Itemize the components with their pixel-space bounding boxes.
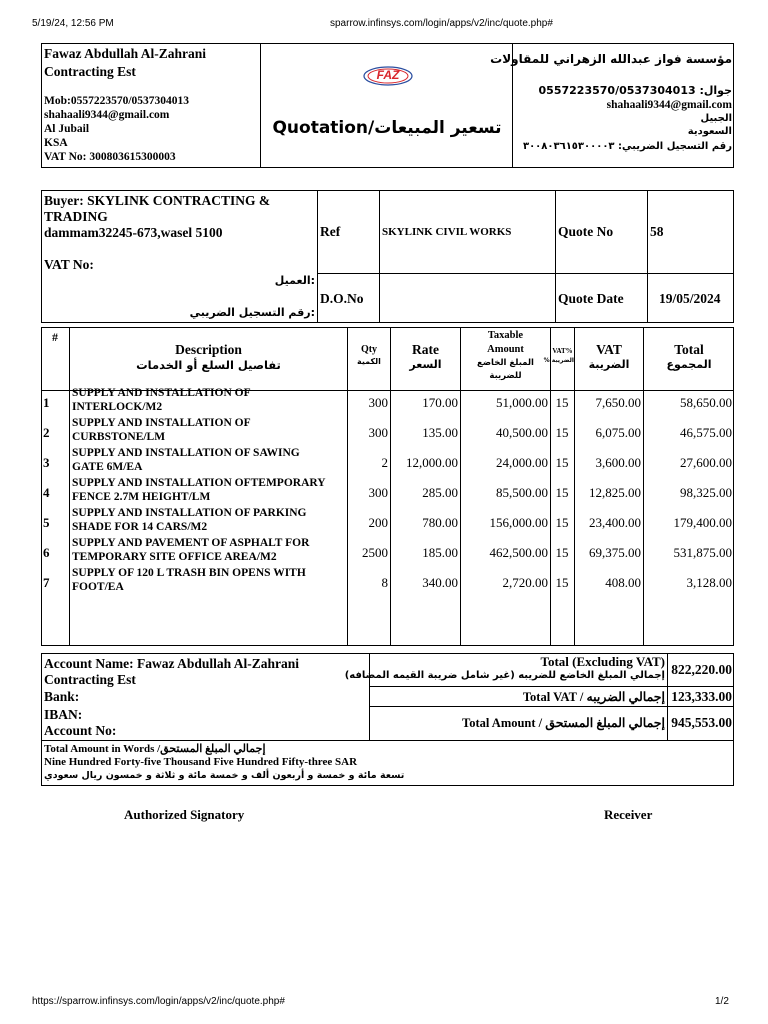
total-excl-vat-label: Total (Excluding VAT): [540, 654, 665, 669]
logo-text: FAZ: [376, 68, 400, 82]
print-footer-url: https://sparrow.infinsys.com/login/apps/v2/inc/quote.php#: [32, 996, 285, 1007]
quote-no-label: Quote No: [558, 224, 614, 239]
cell-num: 7: [43, 575, 50, 590]
total-amount-label: Total Amount / إجمالي المبلغ المستحق: [462, 716, 665, 730]
header-description-ar: تفاصيل السلع أو الخدمات: [136, 358, 281, 372]
document-title: Quotation/تسعير المبيعات: [272, 118, 502, 138]
cell-total: 179,400.00: [673, 515, 732, 530]
quote-no-value: 58: [650, 224, 664, 239]
cell-description-line1: SUPPLY AND INSTALLATION OFTEMPORARY: [72, 477, 326, 489]
do-no-label: D.O.No: [320, 291, 364, 306]
cell-description-line1: SUPPLY AND INSTALLATION OF SAWING: [72, 447, 300, 459]
header-num: #: [52, 330, 58, 344]
cell-description-line1: SUPPLY AND PAVEMENT OF ASPHALT FOR: [72, 537, 310, 549]
print-url-title: sparrow.infinsys.com/login/apps/v2/inc/quote.php#: [330, 18, 553, 29]
cell-num: 6: [43, 545, 50, 560]
company-country-ar: السعودية: [687, 126, 732, 137]
cell-vat: 12,825.00: [589, 485, 641, 500]
header-taxable-line2: Amount: [487, 344, 524, 355]
header-vat: VAT: [596, 342, 622, 357]
total-excl-vat-value: 822,220.00: [671, 662, 732, 677]
cell-total: 58,650.00: [680, 395, 732, 410]
cell-qty: 300: [368, 395, 388, 410]
cell-description-line2: GATE 6M/EA: [72, 461, 143, 473]
cell-description-line1: SUPPLY OF 120 L TRASH BIN OPENS WITH: [72, 567, 306, 579]
receiver-signature: Receiver: [604, 807, 653, 822]
cell-vat-percent: 15: [555, 425, 569, 440]
cell-description-line2: FENCE 2.7M HEIGHT/LM: [72, 491, 211, 503]
cell-qty: 200: [368, 515, 388, 530]
cell-vat: 7,650.00: [595, 395, 641, 410]
cell-rate: 285.00: [422, 485, 458, 500]
company-vat-ar: رقم التسجيل الضريبي: ٣٠٠٨٠٣٦١٥٣٠٠٠٠٣: [522, 141, 732, 152]
cell-qty: 300: [368, 485, 388, 500]
cell-qty: 8: [381, 575, 388, 590]
cell-rate: 12,000.00: [406, 455, 458, 470]
company-logo: [362, 64, 414, 88]
cell-taxable: 51,000.00: [496, 395, 548, 410]
company-email-ar: shahaali9344@gmail.com: [606, 99, 732, 111]
header-vat-ar: الضريبة: [588, 358, 630, 371]
amount-in-words-en: Nine Hundred Forty-five Thousand Five Hundred Fifty-three SAR: [44, 756, 358, 768]
quote-date-label: Quote Date: [558, 291, 624, 306]
cell-vat: 408.00: [605, 575, 641, 590]
buyer-vat-label: VAT No:: [44, 257, 94, 272]
ref-value: SKYLINK CIVIL WORKS: [382, 226, 512, 238]
cell-total: 98,325.00: [680, 485, 732, 500]
header-taxable-line1: Taxable: [487, 330, 524, 341]
company-mobile: Mob:0557223570/0537304013: [44, 95, 190, 107]
cell-num: 5: [43, 515, 50, 530]
cell-total: 3,128.00: [686, 575, 732, 590]
cell-qty: 2: [381, 455, 388, 470]
ref-label: Ref: [320, 224, 341, 239]
account-name-line1: Account Name: Fawaz Abdullah Al-Zahrani: [44, 656, 300, 671]
buyer-address: dammam32245-673,wasel 5100: [44, 225, 223, 240]
cell-rate: 185.00: [422, 545, 458, 560]
authorized-signatory: Authorized Signatory: [124, 807, 245, 822]
header-qty-ar: الكمية: [357, 357, 381, 366]
cell-taxable: 24,000.00: [496, 455, 548, 470]
buyer-vat-ar: :رقم التسجيل الضريبي: [189, 306, 315, 319]
header-vat-percent-ar: الضريبة %: [543, 357, 574, 364]
cell-num: 4: [43, 485, 50, 500]
cell-num: 2: [43, 425, 50, 440]
company-name-ar: مؤسسة فواز عبدالله الزهراني للمقاولات: [490, 52, 732, 66]
header-total-ar: المجموع: [666, 358, 712, 371]
cell-description-line2: FOOT/EA: [72, 581, 124, 593]
cell-description-line2: TEMPORARY SITE OFFICE AREA/M2: [72, 551, 277, 563]
cell-vat-percent: 15: [555, 485, 569, 500]
cell-qty: 300: [368, 425, 388, 440]
cell-qty: 2500: [362, 545, 388, 560]
account-iban: IBAN:: [44, 707, 83, 722]
company-name-line1: Fawaz Abdullah Al-Zahrani: [44, 46, 207, 61]
cell-total: 46,575.00: [680, 425, 732, 440]
cell-description-line1: SUPPLY AND INSTALLATION OF: [72, 387, 251, 399]
cell-taxable: 85,500.00: [496, 485, 548, 500]
header-taxable-ar1: المبلغ الخاضع: [477, 358, 534, 368]
cell-taxable: 2,720.00: [502, 575, 548, 590]
total-excl-vat-label-ar: إجمالي المبلغ الخاضع للضريبه (غير شامل ضريبة القيمه المضافه): [344, 670, 665, 681]
header-vat-percent: VAT%: [552, 347, 573, 355]
cell-taxable: 156,000.00: [489, 515, 548, 530]
cell-taxable: 462,500.00: [489, 545, 548, 560]
account-name-line2: Contracting Est: [44, 672, 136, 687]
cell-vat-percent: 15: [555, 545, 569, 560]
cell-num: 1: [43, 395, 50, 410]
header-description: Description: [175, 342, 242, 357]
cell-vat-percent: 15: [555, 575, 569, 590]
buyer-customer-ar: :العميل: [274, 274, 315, 287]
company-vat: VAT No: 300803615300003: [44, 151, 176, 163]
cell-vat: 3,600.00: [595, 455, 641, 470]
cell-rate: 780.00: [422, 515, 458, 530]
cell-num: 3: [43, 455, 50, 470]
header-qty: Qty: [360, 344, 378, 355]
company-city: Al Jubail: [44, 123, 90, 135]
cell-description-line2: INTERLOCK/M2: [72, 401, 163, 413]
amount-in-words-ar: تسعة مائة و خمسة و أربعون ألف و خمسة مائة و ثلاثة و خمسون ريال سعودي: [44, 770, 405, 781]
total-vat-value: 123,333.00: [671, 689, 732, 704]
cell-rate: 170.00: [422, 395, 458, 410]
cell-total: 531,875.00: [673, 545, 732, 560]
buyer-line2: TRADING: [44, 209, 108, 224]
cell-description-line2: CURBSTONE/LM: [72, 431, 166, 443]
buyer-section: [41, 190, 734, 323]
cell-description-line1: SUPPLY AND INSTALLATION OF PARKING: [72, 507, 307, 519]
company-country: KSA: [44, 137, 68, 149]
quote-date-value: 19/05/2024: [659, 291, 721, 306]
cell-description-line2: SHADE FOR 14 CARS/M2: [72, 521, 208, 533]
total-vat-label: Total VAT / إجمالي الضريبه: [522, 690, 665, 704]
total-amount-value: 945,553.00: [671, 715, 732, 730]
print-datetime: 5/19/24, 12:56 PM: [32, 18, 114, 29]
cell-vat-percent: 15: [555, 515, 569, 530]
cell-vat-percent: 15: [555, 395, 569, 410]
cell-taxable: 40,500.00: [496, 425, 548, 440]
cell-total: 27,600.00: [680, 455, 732, 470]
cell-description-line1: SUPPLY AND INSTALLATION OF: [72, 417, 251, 429]
buyer-line1: Buyer: SKYLINK CONTRACTING &: [44, 193, 271, 208]
amount-in-words-label: Total Amount in Words /إجمالي المبلغ المستحق: [44, 743, 266, 755]
header-total: Total: [674, 342, 704, 357]
header-rate: Rate: [412, 342, 439, 357]
company-city-ar: الجبيل: [700, 113, 732, 124]
print-page-count: 1/2: [715, 996, 729, 1007]
company-name-line2: Contracting Est: [44, 64, 136, 79]
cell-rate: 135.00: [422, 425, 458, 440]
account-number: Account No:: [44, 723, 117, 738]
header-rate-ar: السعر: [409, 358, 442, 371]
company-email: shahaali9344@gmail.com: [44, 109, 170, 121]
cell-vat: 23,400.00: [589, 515, 641, 530]
cell-vat-percent: 15: [555, 455, 569, 470]
account-bank: Bank:: [44, 689, 80, 704]
cell-rate: 340.00: [422, 575, 458, 590]
cell-vat: 69,375.00: [589, 545, 641, 560]
cell-vat: 6,075.00: [595, 425, 641, 440]
header-taxable-ar2: للضريبة: [489, 371, 522, 381]
company-mobile-ar: جوال: 0557223570/0537304013: [538, 84, 732, 97]
